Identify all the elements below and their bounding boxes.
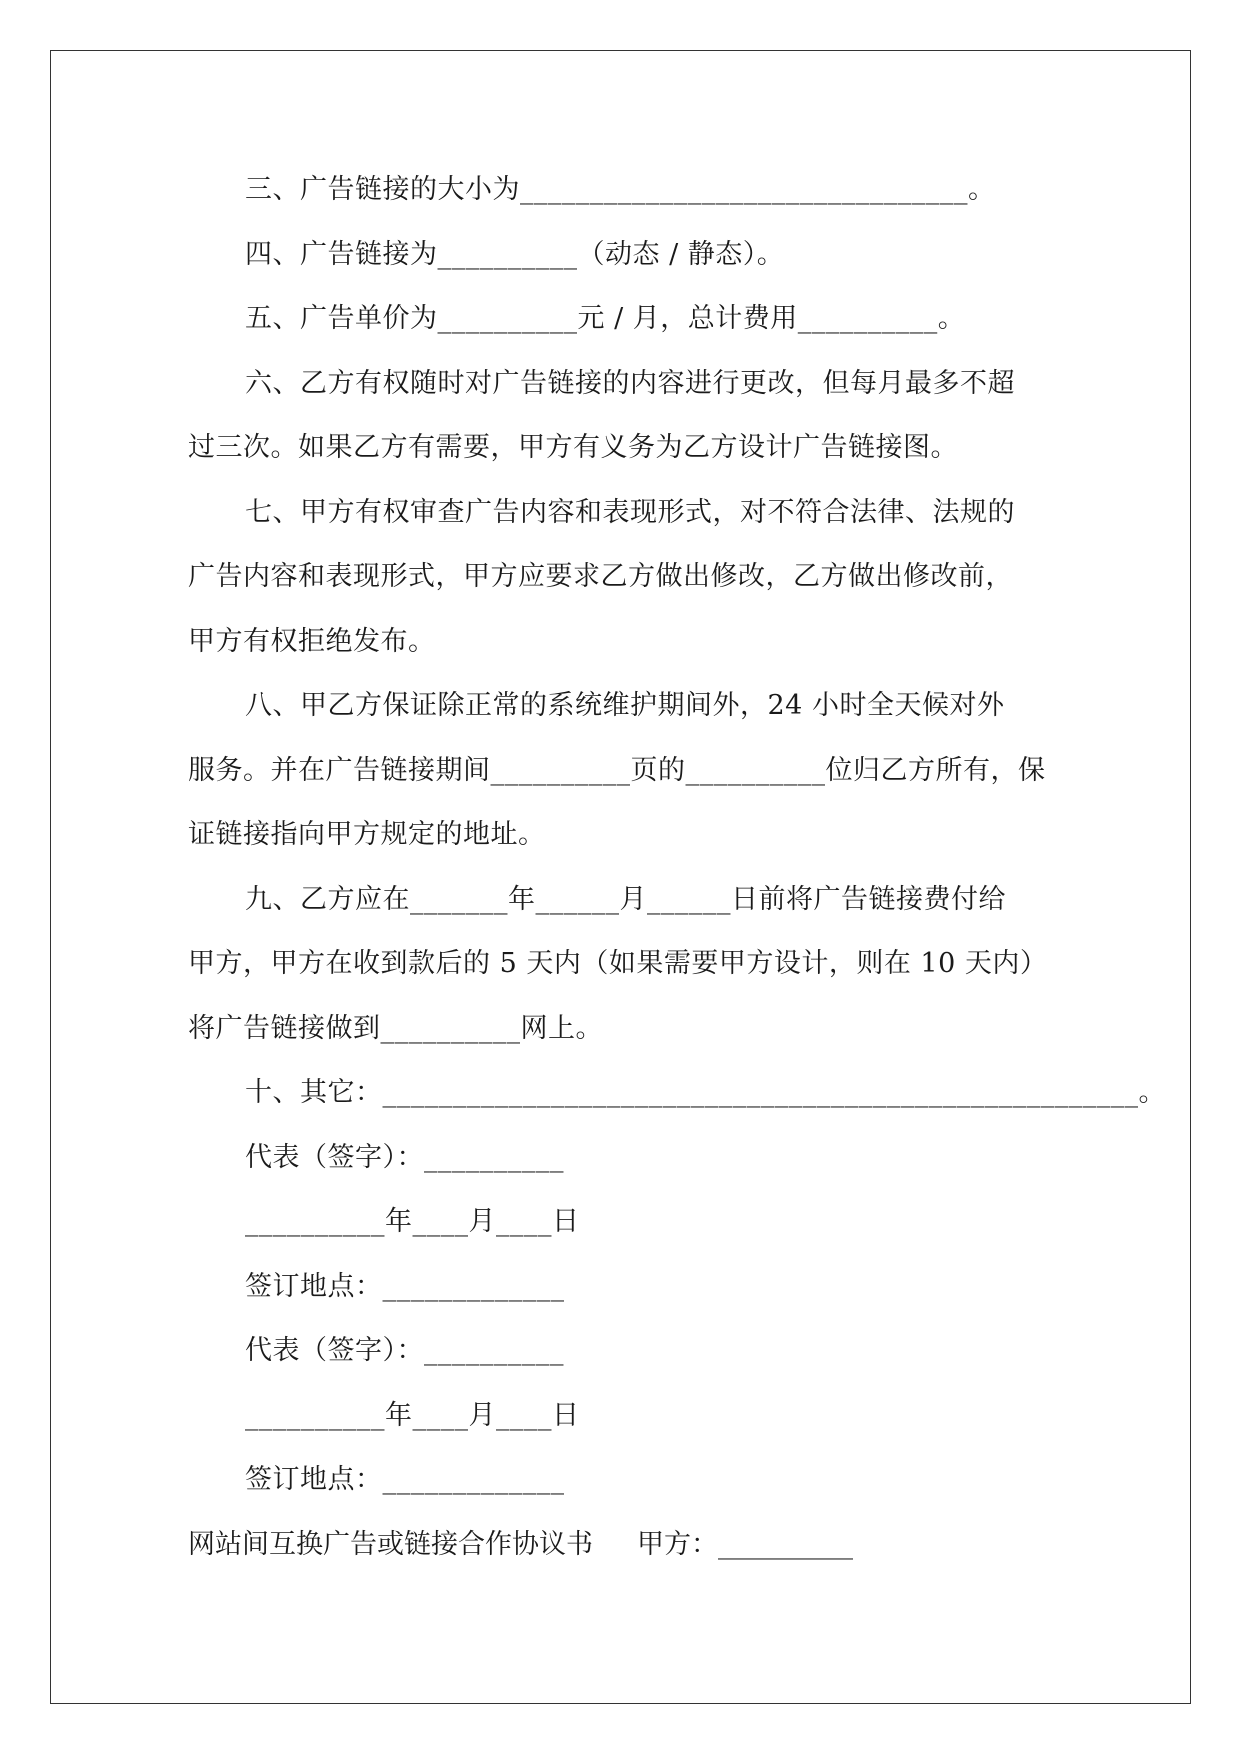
signing-place-1: 签订地点：_____________ bbox=[245, 1270, 565, 1302]
clause-10-other: 十、其它：______________________________________________________。 bbox=[245, 1077, 1166, 1108]
signature-date-1: __________年____月____日 bbox=[245, 1206, 580, 1237]
clause-6-line-1: 六、乙方有权随时对广告链接的内容进行更改，但每月最多不超 bbox=[245, 367, 1015, 399]
clause-9-line-3: 将广告链接做到__________网上。 bbox=[188, 1012, 603, 1044]
party-a-label: 甲方：__________ bbox=[637, 1528, 853, 1560]
clause-4-type: 四、广告链接为__________（动态 / 静态）。 bbox=[245, 238, 785, 270]
document-title: 网站间互换广告或链接合作协议书 bbox=[188, 1528, 593, 1560]
clause-7-line-1: 七、甲方有权审查广告内容和表现形式，对不符合法律、法规的 bbox=[245, 496, 1015, 528]
document-body bbox=[188, 158, 1166, 1577]
clause-3-size: 三、广告链接的大小为________________________________。 bbox=[245, 174, 996, 205]
signature-representative-1: 代表（签字）：__________ bbox=[245, 1141, 564, 1173]
document-footer bbox=[188, 1513, 1068, 1578]
clause-5-price: 五、广告单价为__________元 / 月，总计费用__________。 bbox=[245, 303, 966, 334]
signature-date-2: __________年____月____日 bbox=[245, 1399, 580, 1431]
clause-6-line-2: 过三次。如果乙方有需要，甲方有义务为乙方设计广告链接图。 bbox=[188, 432, 958, 463]
clause-8-line-2: 服务。并在广告链接期间__________页的__________位归乙方所有，保 bbox=[188, 754, 1046, 786]
signing-place-2: 签订地点：_____________ bbox=[245, 1464, 565, 1495]
signature-representative-2: 代表（签字）：__________ bbox=[245, 1335, 564, 1366]
clause-8-line-3: 证链接指向甲方规定的地址。 bbox=[188, 819, 546, 850]
clause-9-line-2: 甲方，甲方在收到款后的 5 天内（如果需要甲方设计，则在 10 天内） bbox=[188, 948, 1048, 979]
clause-9-line-1: 九、乙方应在_______年______月______日前将广告链接费付给 bbox=[245, 883, 1006, 915]
clause-8-line-1: 八、甲乙方保证除正常的系统维护期间外，24 小时全天候对外 bbox=[245, 690, 1005, 721]
clause-7-line-3: 甲方有权拒绝发布。 bbox=[188, 625, 436, 657]
clause-7-line-2: 广告内容和表现形式，甲方应要求乙方做出修改，乙方做出修改前， bbox=[188, 561, 1013, 592]
